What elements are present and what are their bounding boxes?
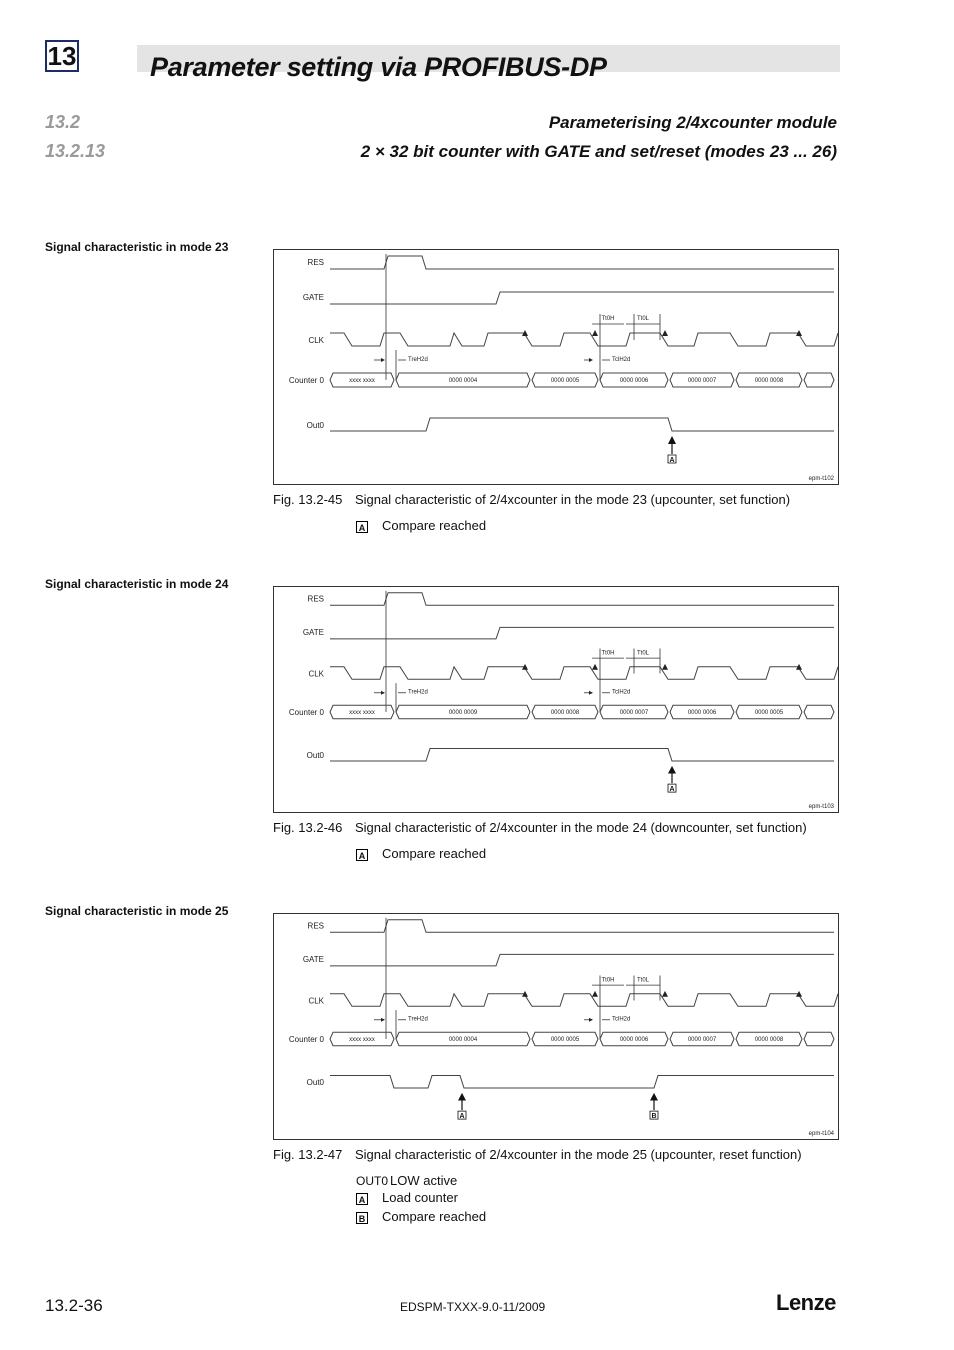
timing-diagram-mode-23 bbox=[273, 249, 839, 485]
legend-row bbox=[356, 1190, 458, 1205]
signal-label: RES bbox=[307, 921, 324, 931]
counter-value: 0000 0006 bbox=[619, 378, 649, 384]
chapter-title: Parameter setting via PROFIBUS-DP bbox=[150, 52, 607, 82]
legend-row bbox=[356, 1173, 457, 1188]
out0-waveform bbox=[330, 749, 834, 762]
treh-label: TreH2d bbox=[408, 357, 428, 363]
out0-waveform bbox=[330, 1076, 834, 1089]
figure-caption-text: Signal characteristic of 2/4xcounter in the mode 24 (downcounter, set function) bbox=[355, 820, 807, 835]
page-number: 13.2-36 bbox=[45, 1296, 103, 1315]
counter-value: 0000 0004 bbox=[448, 1036, 478, 1043]
document-id: EDSPM-TXXX-9.0-11/2009 bbox=[400, 1300, 546, 1314]
signal-label: CLK bbox=[308, 669, 324, 679]
res-waveform bbox=[330, 920, 834, 933]
legend-key: A bbox=[356, 1193, 368, 1205]
treh-label: TreH2d bbox=[408, 689, 428, 696]
figure-caption-text: Signal characteristic of 2/4xcounter in the mode 25 (upcounter, reset function) bbox=[355, 1147, 802, 1162]
legend-row bbox=[356, 1209, 486, 1224]
marker-arrow-head bbox=[668, 766, 676, 774]
clk-edge-arrow bbox=[662, 664, 668, 670]
legend-text: Compare reached bbox=[382, 1209, 487, 1224]
figure-side-label: Signal characteristic in mode 23 bbox=[45, 240, 229, 254]
clk-waveform bbox=[330, 333, 838, 346]
clk-edge-arrow bbox=[662, 991, 668, 997]
counter-value: 0000 0005 bbox=[754, 709, 784, 716]
marker-arrow-head bbox=[668, 436, 676, 444]
counter-value: 0000 0004 bbox=[448, 378, 478, 384]
figure-image-id: epm-t103 bbox=[808, 804, 834, 811]
signal-label: Counter 0 bbox=[288, 1034, 324, 1044]
signal-label: Counter 0 bbox=[288, 376, 324, 385]
signal-label: CLK bbox=[308, 336, 324, 345]
signal-label: GATE bbox=[302, 955, 324, 965]
subsection-title: 2 × 32 bit counter with GATE and set/reset (modes 23 ... 26) bbox=[360, 142, 837, 161]
marker-label: A bbox=[459, 1113, 465, 1121]
marker-label: A bbox=[669, 786, 675, 794]
tclh-arrow-head bbox=[589, 691, 593, 695]
tt0h-label: Tt0H bbox=[601, 316, 615, 322]
treh-label: TreH2d bbox=[408, 1016, 428, 1023]
counter-bus-segment bbox=[804, 1032, 834, 1045]
tt0l-label: Tt0L bbox=[636, 316, 650, 322]
counter-value: 0000 0005 bbox=[550, 1036, 580, 1043]
lenze-logo: Lenze bbox=[776, 1290, 836, 1315]
signal-label: GATE bbox=[302, 293, 324, 302]
tt0l-label: Tt0L bbox=[636, 650, 650, 657]
tclh-arrow-head bbox=[589, 1018, 593, 1022]
marker-label: B bbox=[651, 1113, 657, 1121]
figure-image-id: epm-t104 bbox=[808, 1131, 834, 1138]
out0-waveform bbox=[330, 418, 834, 431]
timing-diagram-mode-25 bbox=[273, 913, 839, 1140]
tclh-label: TclH2d bbox=[612, 1016, 631, 1023]
tt0h-label: Tt0H bbox=[601, 650, 615, 657]
tclh-label: TclH2d bbox=[612, 689, 631, 696]
section-number: 13.2 bbox=[45, 112, 81, 132]
legend-text: Compare reached bbox=[382, 846, 487, 861]
counter-value: 0000 0008 bbox=[550, 709, 580, 716]
signal-label: Counter 0 bbox=[288, 707, 324, 717]
section-title: Parameterising 2/4xcounter module bbox=[548, 113, 837, 132]
counter-value: 0000 0005 bbox=[550, 378, 580, 384]
tclh-label: TclH2d bbox=[612, 357, 631, 363]
tclh-arrow-head bbox=[589, 358, 593, 362]
marker-label: A bbox=[669, 457, 675, 464]
signal-label: RES bbox=[307, 258, 324, 267]
signal-label: Out0 bbox=[306, 1078, 324, 1088]
figure-number: Fig. 13.2-46 bbox=[273, 820, 343, 835]
legend-key: OUT0 bbox=[356, 1174, 389, 1188]
legend-key: A bbox=[356, 521, 368, 533]
signal-label: Out0 bbox=[306, 421, 324, 430]
legend-key: A bbox=[356, 849, 368, 861]
chapter-number: 13 bbox=[45, 40, 79, 72]
counter-value: xxxx xxxx bbox=[349, 378, 375, 384]
figure-side-label: Signal characteristic in mode 24 bbox=[45, 577, 229, 591]
signal-label: Out0 bbox=[306, 751, 324, 761]
tt0l-label: Tt0L bbox=[636, 977, 650, 984]
figure-caption bbox=[273, 492, 790, 507]
subsection-number: 13.2.13 bbox=[45, 141, 106, 161]
figure-image-id: epm-t102 bbox=[808, 476, 834, 482]
counter-value: xxxx xxxx bbox=[349, 709, 375, 716]
figure-number: Fig. 13.2-45 bbox=[273, 492, 343, 507]
clk-waveform bbox=[330, 994, 838, 1007]
clk-edge-arrow bbox=[592, 991, 598, 997]
counter-value: 0000 0007 bbox=[687, 1036, 717, 1043]
marker-arrow-head bbox=[650, 1093, 658, 1101]
figure-number: Fig. 13.2-47 bbox=[273, 1147, 343, 1162]
clk-edge-arrow bbox=[662, 330, 668, 336]
counter-value: 0000 0008 bbox=[754, 378, 784, 384]
counter-value: 0000 0006 bbox=[687, 709, 717, 716]
res-waveform bbox=[330, 256, 834, 269]
counter-value: 0000 0007 bbox=[687, 378, 717, 384]
counter-value: xxxx xxxx bbox=[349, 1036, 375, 1043]
legend-row bbox=[356, 846, 486, 861]
timing-diagram-mode-24 bbox=[273, 586, 839, 813]
signal-label: CLK bbox=[308, 996, 324, 1006]
signal-label: RES bbox=[307, 594, 324, 604]
figure-caption bbox=[273, 1147, 802, 1162]
counter-value: 0000 0006 bbox=[619, 1036, 649, 1043]
figure-caption bbox=[273, 820, 807, 835]
counter-value: 0000 0007 bbox=[619, 709, 649, 716]
counter-value: 0000 0009 bbox=[448, 709, 478, 716]
legend-key: B bbox=[356, 1212, 368, 1224]
legend-row bbox=[356, 518, 486, 533]
gate-waveform bbox=[330, 627, 834, 639]
marker-arrow-head bbox=[458, 1093, 466, 1101]
clk-waveform bbox=[330, 667, 838, 680]
counter-bus-segment bbox=[804, 705, 834, 718]
tt0h-label: Tt0H bbox=[601, 977, 615, 984]
treh-arrow-head bbox=[381, 691, 385, 695]
gate-waveform bbox=[330, 292, 834, 304]
treh-arrow-head bbox=[381, 358, 385, 362]
counter-bus-segment bbox=[804, 373, 834, 387]
counter-value: 0000 0008 bbox=[754, 1036, 784, 1043]
clk-edge-arrow bbox=[592, 664, 598, 670]
figure-caption-text: Signal characteristic of 2/4xcounter in the mode 23 (upcounter, set function) bbox=[355, 492, 791, 507]
figure-side-label: Signal characteristic in mode 25 bbox=[45, 904, 229, 918]
legend-text: LOW active bbox=[390, 1173, 458, 1188]
gate-waveform bbox=[330, 954, 834, 966]
clk-edge-arrow bbox=[592, 330, 598, 336]
res-waveform bbox=[330, 593, 834, 606]
legend-text: Load counter bbox=[382, 1190, 458, 1205]
legend-text: Compare reached bbox=[382, 518, 487, 533]
signal-label: GATE bbox=[302, 628, 324, 638]
treh-arrow-head bbox=[381, 1018, 385, 1022]
